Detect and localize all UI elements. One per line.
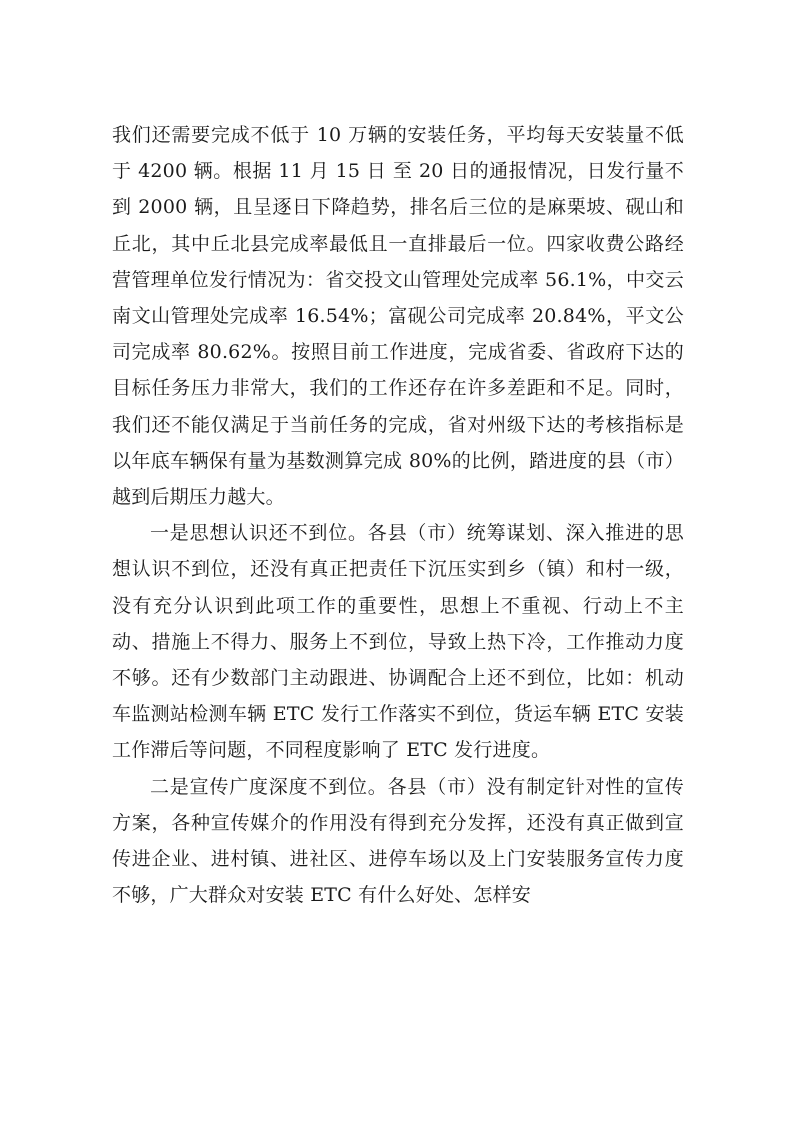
document-body <box>112 117 684 913</box>
paragraph-point-two-publicity: 二是宣传广度深度不到位。各县（市）没有制定针对性的宣传方案，各种宣传媒介的作用没有得到充分发挥，还没有真正做到宣传进企业、进村镇、进社区、进停车场以及上门安装服务宣传力度不够，广大群众对安装 ETC 有什么好处、怎样安 <box>112 775 684 907</box>
paragraph-point-one-awareness: 一是思想认识还不到位。各县（市）统筹谋划、深入推进的思想认识不到位，还没有真正把责任下沉压实到乡（镇）和村一级，没有充分认识到此项工作的重要性，思想上不重视、行动上不主动、措施上不得力、服务上不到位，导致上热下冷，工作推动力度不够。还有少数部门主动跟进、协调配合上还不到位，比如：机动车监测站检测车辆 ETC 发行工作落实不到位，货运车辆 ETC 安装工作滞后等问题，不同程度影响了 ETC 发行进度。 <box>112 522 684 762</box>
paragraph-progress-summary: 我们还需要完成不低于 10 万辆的安装任务，平均每天安装量不低于 4200 辆。根据 11 月 15 日 至 20 日的通报情况，日发行量不到 2000 辆，且呈逐日下降趋势，排名后三位的是麻栗坡、砚山和丘北，其中丘北县完成率最低且一直排最后一位。四家收费公路经营管理单位发行情况为：省交投文山管理处完成率 56.1%，中交云南文山管理处完成率 16.54%；富砚公司完成率 20.84%，平文公司完成率 80.62%。按照目前工作进度，完成省委、省政府下达的目标任务压力非常大，我们的工作还存在许多差距和不足。同时，我们还不能仅满足于当前任务的完成，省对州级下达的考核指标是以年底车辆保有量为基数测算完成 80%的比例，踏进度的县（市）越到后期压力越大。 <box>112 124 684 509</box>
